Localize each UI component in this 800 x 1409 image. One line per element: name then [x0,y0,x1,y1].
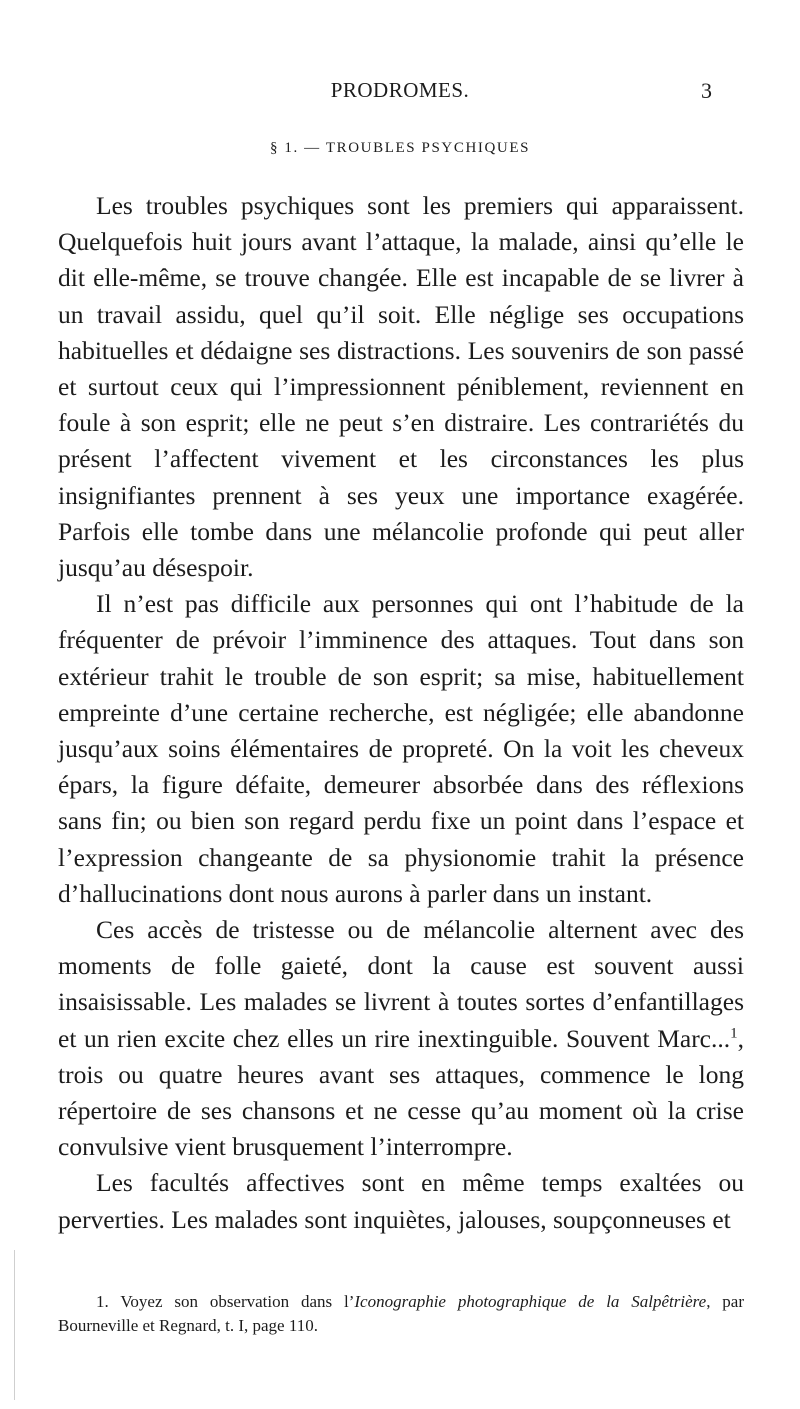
paragraph-1: Les troubles psychiques sont les premiers qui apparaissent. Quelquefois huit jours avant l’attaque, la malade, ainsi qu’elle le dit elle-même, se trouve changée. Elle est incapable de se livrer à un travail assidu, quel qu’il soit. Elle néglige ses occupations habituelles et dédaigne ses distractions. Les souvenirs de son passé et surtout ceux qui l’impressionnent péniblement, reviennent en foule à son esprit; elle ne peut s’en distraire. Les contrariétés du présent l’affectent vivement et les circonstances les plus insignifiantes prennent à ses yeux une importance exagérée. Parfois elle tombe dans une mélancolie profonde qui peut aller jusqu’au désespoir. [58,191,744,583]
paragraph-3-text-start: Ces accès de tristesse ou de mélancolie alternent avec des moments de folle gaieté, dont la cause est souvent aussi insaisissable. Les malades se livrent à toutes sortes d’enfantillages et un rien excite chez elles un rire inextinguible. Souvent Marc... [58,915,744,1053]
footnote-reference: 1 [730,1025,738,1042]
page-edge-shadow [14,1250,15,1400]
section-heading: § 1. — TROUBLES PSYCHIQUES [269,140,531,156]
paragraph-2: Il n’est pas difficile aux personnes qui ont l’habitude de la fréquenter de prévoir l’imminence des attaques. Tout dans son extérieur trahit le trouble de son esprit; sa mise, habituellement empreinte d’une certaine recherche, est négligée; elle abandonne jusqu’aux soins élémentaires de propreté. On la voit les cheveux épars, la figure défaite, demeurer absorbée dans des réflexions sans fin; ou bien son regard perdu fixe un point dans l’espace et l’expression changeante de sa physionomie trahit la présence d’hallucinations dont nous aurons à parler dans un instant. [58,589,744,908]
footnote [58,1290,744,1338]
footnote-marker: 1. [96,1292,109,1311]
footnote-text-start: Voyez son observation dans l’ [120,1292,355,1311]
body-text [58,188,744,1238]
running-head [0,78,800,104]
footnote-text-end: , par Bourneville et Regnard, t. I, page 110. [58,1292,744,1335]
page-number: 3 [701,78,712,103]
paragraph-4: Les facultés affectives sont en même temps exaltées ou perverties. Les malades sont inquiètes, jalouses, soupçonneuses et [58,1168,744,1234]
running-title: PRODROMES. [330,78,470,102]
paragraph-3-text-end: , trois ou quatre heures avant ses attaques, commence le long répertoire de ses chansons et ne cesse qu’au moment où la crise convulsive vient brusquement l’interrompre. [58,1023,744,1162]
footnote-cited-title: Iconographie photographique de la Salpêtrière [354,1292,707,1311]
paragraph-3 [58,912,744,1165]
footnote-text [58,1290,744,1338]
